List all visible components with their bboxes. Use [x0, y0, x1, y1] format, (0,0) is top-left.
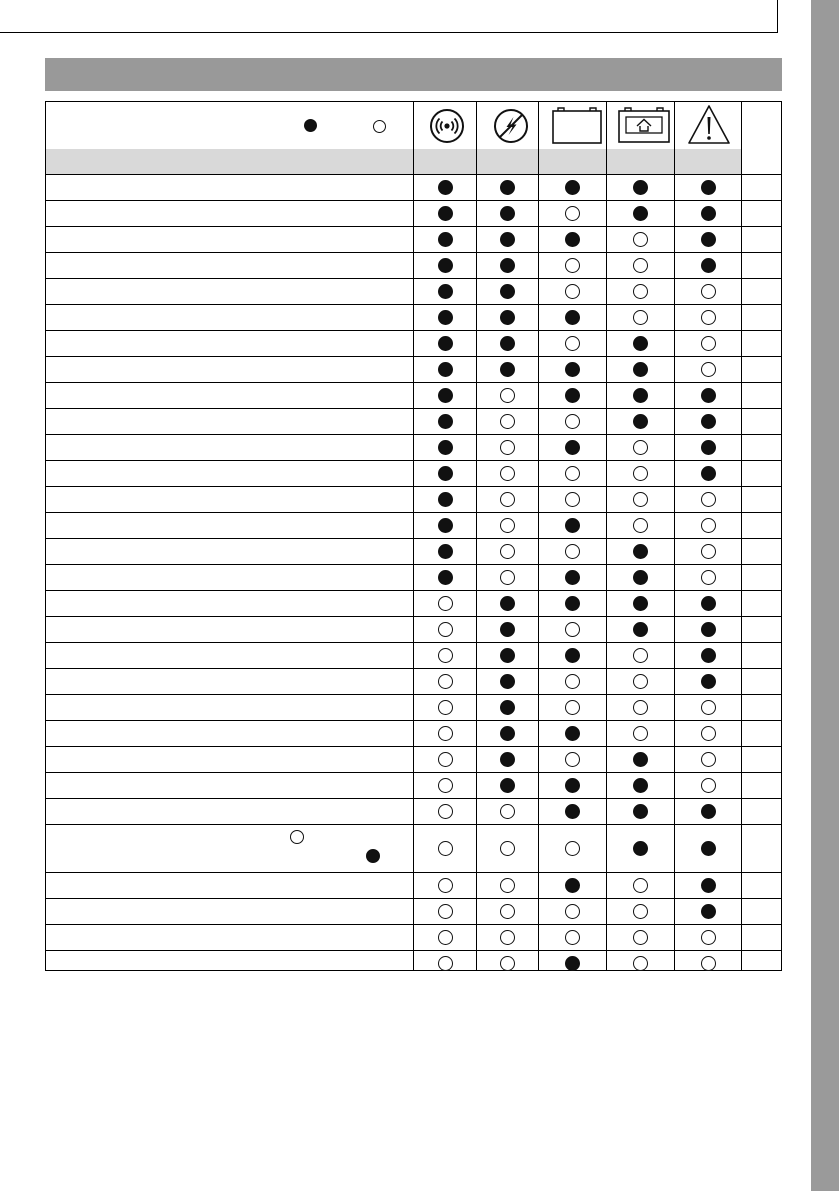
status-dot-filled: [438, 440, 453, 455]
status-dot-filled: [438, 362, 453, 377]
row-divider: [46, 512, 781, 513]
status-dot-empty: [633, 648, 648, 663]
status-dot-empty: [565, 284, 580, 299]
status-table: [45, 101, 782, 971]
inline-marker-empty: [290, 830, 304, 844]
status-dot-empty: [701, 726, 716, 741]
status-dot-filled: [500, 674, 515, 689]
column-divider: [741, 102, 742, 970]
status-dot-filled: [565, 726, 580, 741]
status-dot-empty: [500, 440, 515, 455]
status-dot-filled: [633, 622, 648, 637]
status-dot-filled: [633, 544, 648, 559]
status-dot-empty: [438, 904, 453, 919]
status-dot-filled: [500, 180, 515, 195]
status-dot-empty: [500, 492, 515, 507]
warning-triangle-icon: [686, 103, 732, 147]
status-dot-filled: [701, 878, 716, 893]
status-dot-filled: [500, 726, 515, 741]
status-dot-empty: [701, 336, 716, 351]
status-dot-filled: [701, 180, 716, 195]
status-dot-filled: [438, 232, 453, 247]
status-dot-empty: [633, 492, 648, 507]
row-divider: [46, 564, 781, 565]
status-dot-filled: [565, 518, 580, 533]
status-dot-empty: [633, 258, 648, 273]
status-dot-empty: [701, 544, 716, 559]
row-divider: [46, 616, 781, 617]
status-dot-empty: [438, 674, 453, 689]
status-dot-empty: [633, 440, 648, 455]
header-divider: [46, 174, 781, 175]
status-dot-empty: [565, 544, 580, 559]
status-dot-filled: [500, 258, 515, 273]
status-dot-empty: [701, 518, 716, 533]
row-divider: [46, 898, 781, 899]
status-dot-filled: [701, 622, 716, 637]
top-rule-tick: [777, 0, 778, 33]
status-dot-filled: [701, 648, 716, 663]
status-dot-empty: [565, 930, 580, 945]
status-dot-empty: [565, 752, 580, 767]
status-dot-empty: [500, 414, 515, 429]
row-divider: [46, 382, 781, 383]
status-dot-empty: [500, 956, 515, 971]
row-divider: [46, 304, 781, 305]
status-dot-filled: [500, 362, 515, 377]
status-dot-empty: [438, 930, 453, 945]
status-dot-filled: [565, 804, 580, 819]
status-dot-empty: [633, 232, 648, 247]
column-divider: [476, 102, 477, 970]
status-dot-filled: [565, 310, 580, 325]
status-dot-empty: [633, 674, 648, 689]
status-dot-filled: [633, 206, 648, 221]
status-dot-filled: [500, 206, 515, 221]
status-dot-empty: [500, 930, 515, 945]
row-divider: [46, 538, 781, 539]
status-dot-empty: [438, 804, 453, 819]
status-dot-filled: [438, 466, 453, 481]
status-dot-filled: [500, 284, 515, 299]
status-dot-filled: [701, 466, 716, 481]
status-dot-filled: [565, 232, 580, 247]
status-dot-filled: [633, 804, 648, 819]
status-dot-empty: [438, 648, 453, 663]
status-dot-empty: [701, 284, 716, 299]
status-dot-filled: [438, 518, 453, 533]
row-divider: [46, 200, 781, 201]
row-divider: [46, 872, 781, 873]
status-dot-filled: [633, 570, 648, 585]
row-divider: [46, 460, 781, 461]
status-dot-empty: [701, 570, 716, 585]
row-divider: [46, 924, 781, 925]
legend-empty-dot: [373, 120, 386, 133]
status-dot-empty: [633, 466, 648, 481]
column-divider: [674, 102, 675, 970]
status-dot-filled: [633, 180, 648, 195]
status-dot-empty: [565, 336, 580, 351]
status-dot-empty: [438, 752, 453, 767]
status-dot-filled: [701, 904, 716, 919]
status-dot-filled: [701, 414, 716, 429]
status-dot-empty: [500, 570, 515, 585]
status-dot-empty: [500, 388, 515, 403]
status-dot-empty: [565, 206, 580, 221]
row-divider: [46, 746, 781, 747]
status-dot-empty: [438, 596, 453, 611]
row-divider: [46, 642, 781, 643]
status-dot-filled: [500, 752, 515, 767]
status-dot-filled: [565, 648, 580, 663]
status-dot-filled: [565, 180, 580, 195]
status-dot-empty: [565, 841, 580, 856]
column-divider: [413, 102, 414, 970]
status-dot-filled: [438, 388, 453, 403]
row-divider: [46, 278, 781, 279]
status-dot-filled: [633, 388, 648, 403]
status-dot-empty: [500, 841, 515, 856]
status-dot-empty: [500, 466, 515, 481]
column-divider: [538, 102, 539, 970]
row-divider: [46, 668, 781, 669]
status-dot-filled: [701, 232, 716, 247]
status-dot-empty: [633, 930, 648, 945]
status-dot-empty: [565, 258, 580, 273]
row-divider: [46, 824, 781, 825]
status-dot-filled: [438, 414, 453, 429]
status-dot-filled: [500, 596, 515, 611]
row-divider: [46, 356, 781, 357]
column-divider: [606, 102, 607, 970]
status-dot-filled: [438, 258, 453, 273]
row-divider: [46, 408, 781, 409]
status-dot-empty: [565, 466, 580, 481]
status-dot-filled: [565, 388, 580, 403]
status-dot-filled: [565, 440, 580, 455]
blank-display-icon: [550, 107, 604, 145]
status-dot-filled: [565, 956, 580, 971]
status-dot-filled: [438, 336, 453, 351]
status-dot-empty: [438, 956, 453, 971]
status-dot-filled: [633, 596, 648, 611]
status-dot-filled: [701, 258, 716, 273]
status-dot-filled: [500, 700, 515, 715]
status-dot-empty: [438, 878, 453, 893]
status-dot-empty: [633, 878, 648, 893]
status-dot-empty: [565, 414, 580, 429]
status-dot-filled: [701, 440, 716, 455]
row-divider: [46, 434, 781, 435]
status-dot-filled: [500, 310, 515, 325]
status-dot-filled: [633, 336, 648, 351]
status-dot-empty: [633, 700, 648, 715]
status-dot-empty: [438, 700, 453, 715]
row-divider: [46, 950, 781, 951]
status-dot-filled: [565, 778, 580, 793]
status-dot-filled: [438, 284, 453, 299]
label-header-band: [46, 149, 414, 174]
status-dot-empty: [633, 956, 648, 971]
status-dot-empty: [701, 362, 716, 377]
status-dot-empty: [565, 622, 580, 637]
row-divider: [46, 590, 781, 591]
status-dot-filled: [633, 841, 648, 856]
home-display-icon: [616, 104, 672, 144]
top-rule: [0, 32, 778, 33]
status-dot-empty: [438, 622, 453, 637]
status-dot-empty: [701, 930, 716, 945]
status-dot-empty: [633, 284, 648, 299]
row-divider: [46, 798, 781, 799]
side-tab: [811, 0, 839, 1191]
legend-filled-dot: [304, 119, 317, 132]
status-dot-empty: [701, 700, 716, 715]
status-dot-empty: [438, 778, 453, 793]
status-dot-empty: [701, 492, 716, 507]
status-dot-empty: [500, 544, 515, 559]
status-dot-filled: [500, 622, 515, 637]
status-dot-empty: [633, 904, 648, 919]
section-header-bar: [45, 58, 782, 91]
status-dot-filled: [701, 388, 716, 403]
status-dot-empty: [633, 726, 648, 741]
status-dot-filled: [565, 362, 580, 377]
status-dot-empty: [565, 700, 580, 715]
status-dot-empty: [438, 841, 453, 856]
power-fault-icon: [492, 106, 530, 146]
status-dot-filled: [701, 674, 716, 689]
status-dot-filled: [500, 232, 515, 247]
status-dot-filled: [565, 570, 580, 585]
status-dot-filled: [438, 180, 453, 195]
status-dot-empty: [633, 310, 648, 325]
row-divider: [46, 330, 781, 331]
status-dot-empty: [701, 310, 716, 325]
status-dot-filled: [633, 414, 648, 429]
status-dot-filled: [701, 804, 716, 819]
status-dot-filled: [438, 570, 453, 585]
status-dot-filled: [633, 778, 648, 793]
status-dot-filled: [701, 841, 716, 856]
row-divider: [46, 486, 781, 487]
status-dot-filled: [438, 544, 453, 559]
status-dot-empty: [701, 956, 716, 971]
status-dot-filled: [565, 596, 580, 611]
status-dot-empty: [500, 904, 515, 919]
status-dot-filled: [500, 336, 515, 351]
row-divider: [46, 772, 781, 773]
status-dot-empty: [633, 518, 648, 533]
row-divider: [46, 252, 781, 253]
wireless-signal-icon: [428, 106, 466, 146]
inline-marker-filled: [366, 849, 380, 863]
status-dot-filled: [500, 778, 515, 793]
status-dot-empty: [565, 904, 580, 919]
status-dot-filled: [438, 492, 453, 507]
status-dot-filled: [438, 310, 453, 325]
status-dot-empty: [701, 752, 716, 767]
status-dot-empty: [701, 778, 716, 793]
row-divider: [46, 720, 781, 721]
status-dot-filled: [500, 648, 515, 663]
status-dot-filled: [701, 206, 716, 221]
status-dot-empty: [438, 726, 453, 741]
status-dot-empty: [565, 674, 580, 689]
status-dot-filled: [438, 206, 453, 221]
status-dot-empty: [565, 492, 580, 507]
status-dot-filled: [633, 362, 648, 377]
status-dot-filled: [565, 878, 580, 893]
status-dot-filled: [633, 752, 648, 767]
status-dot-filled: [701, 596, 716, 611]
row-divider: [46, 694, 781, 695]
status-dot-empty: [500, 518, 515, 533]
status-dot-empty: [500, 878, 515, 893]
icon-header-band: [414, 149, 742, 174]
row-divider: [46, 226, 781, 227]
status-dot-empty: [500, 804, 515, 819]
